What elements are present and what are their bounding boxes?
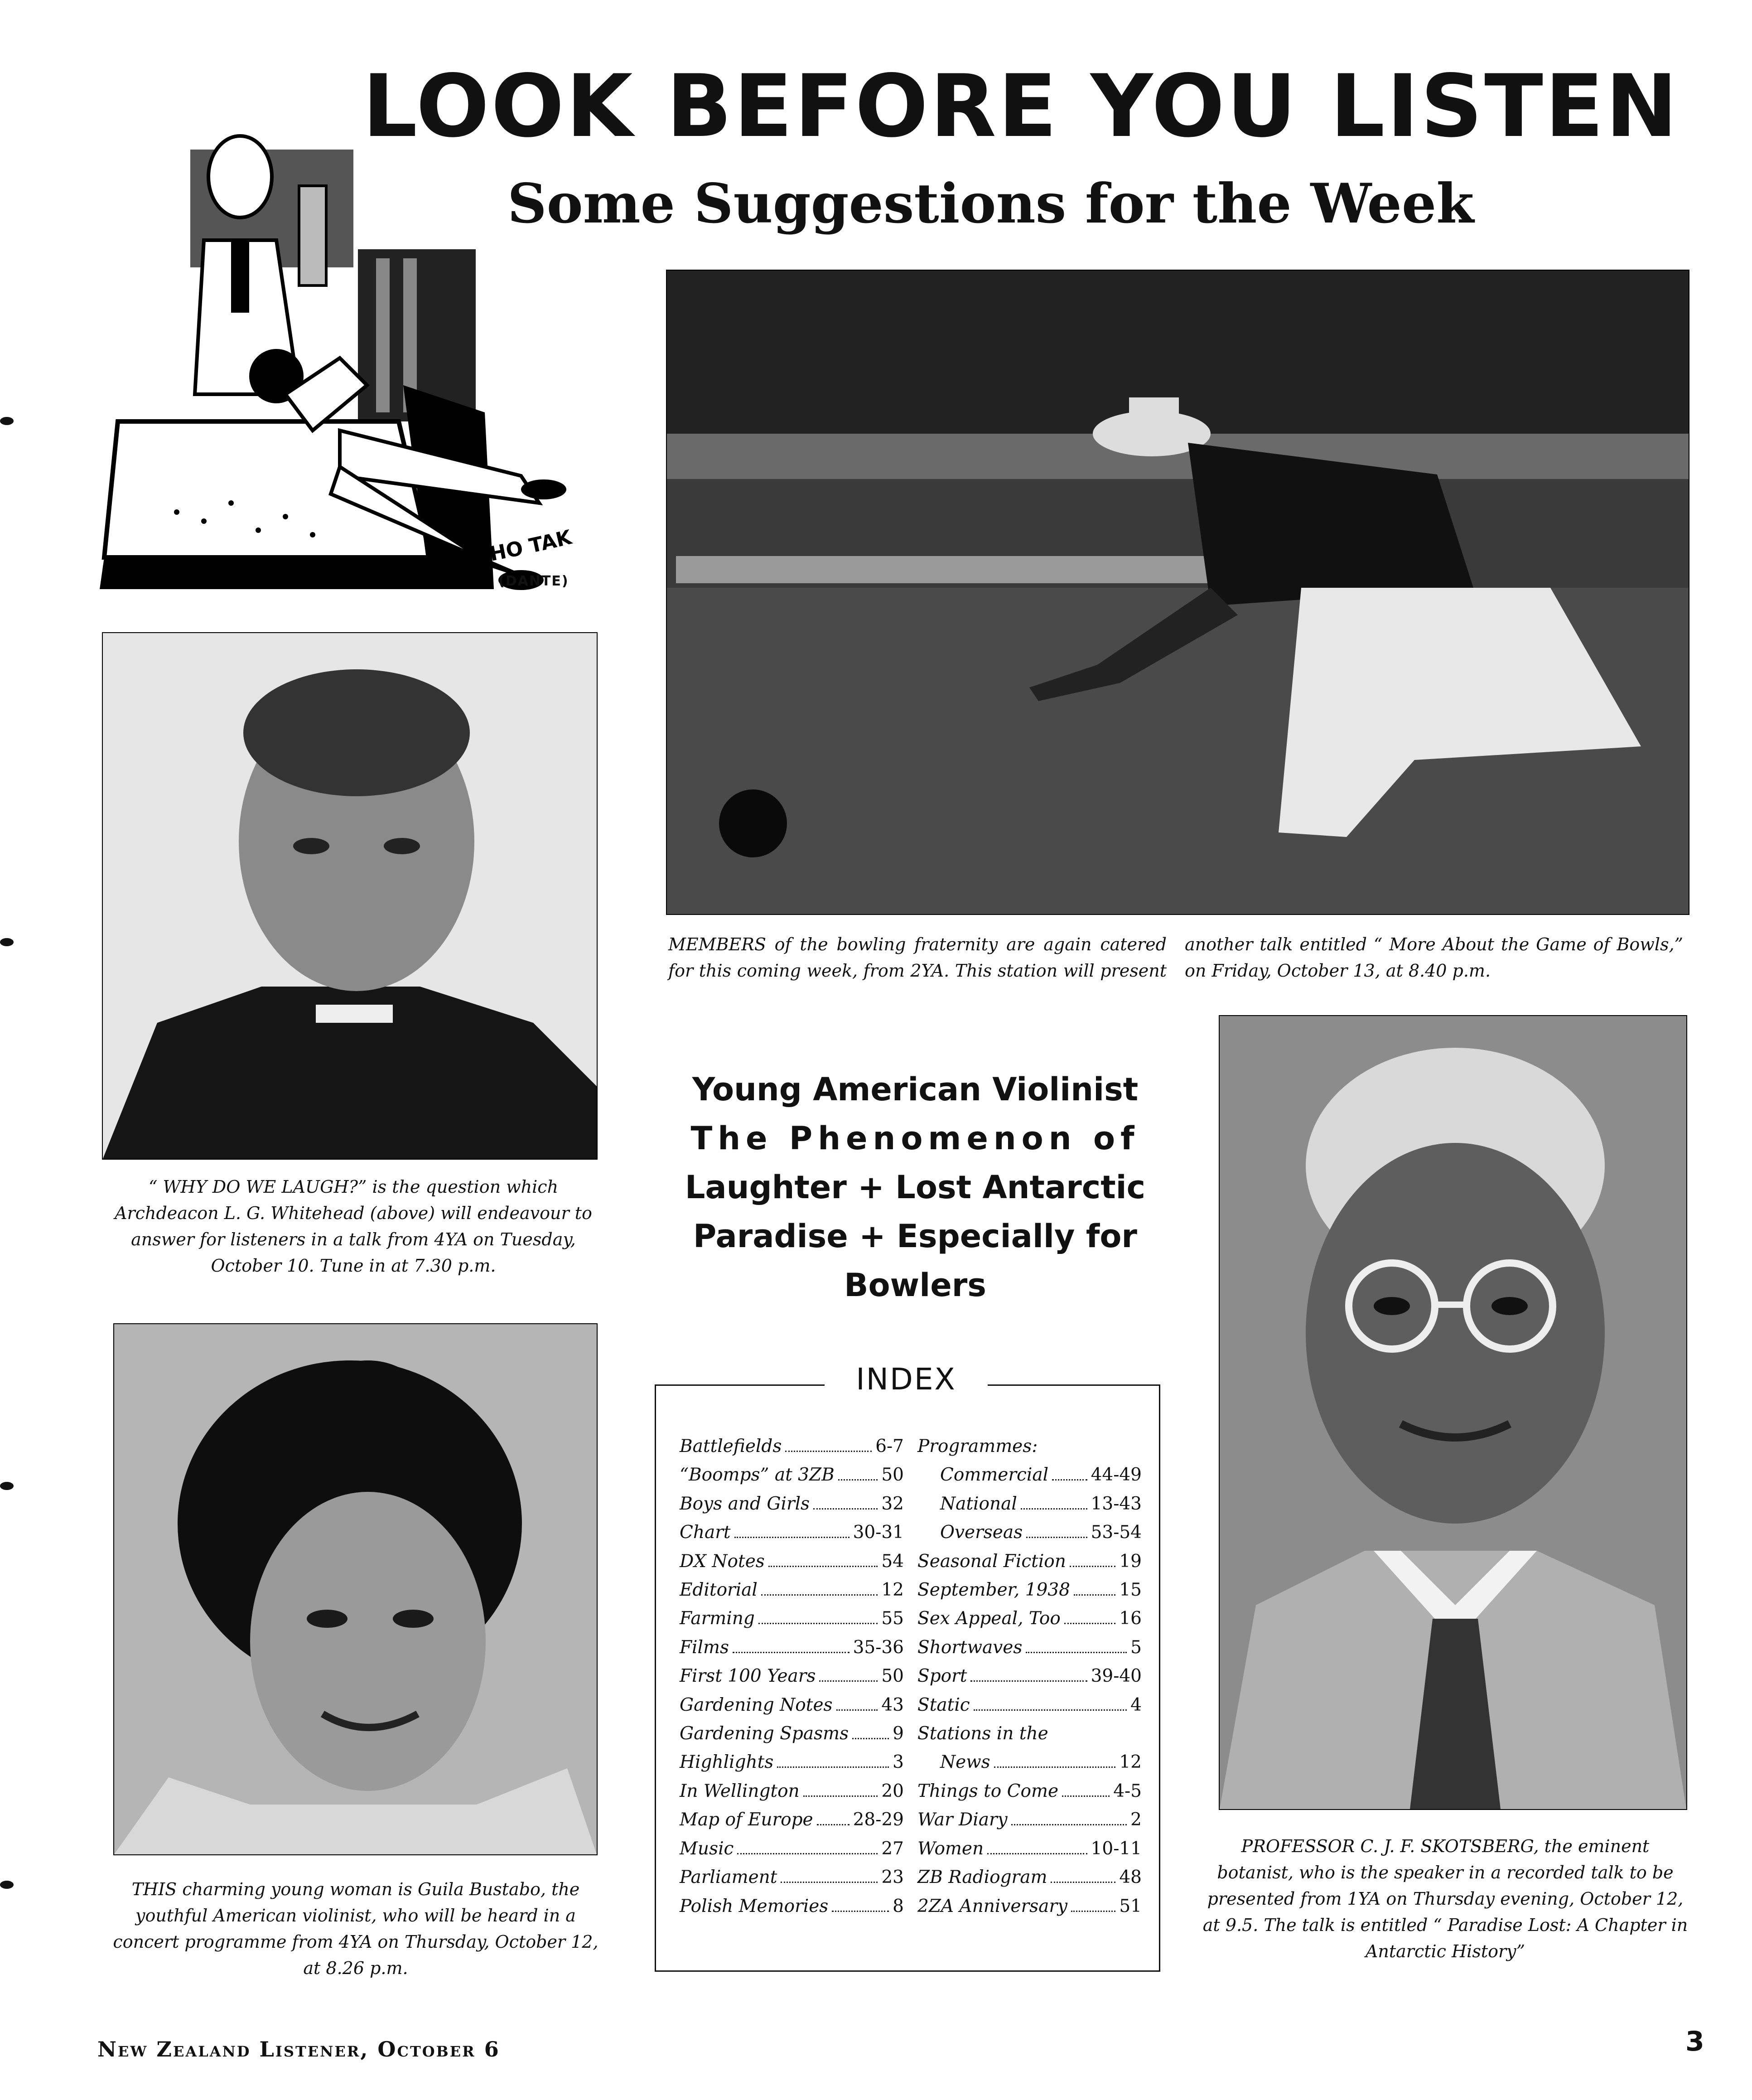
violinist-photo (113, 1323, 598, 1855)
index-entry: Overseas 53-54 (940, 1522, 1142, 1543)
index-entry: Women 10-11 (917, 1838, 1142, 1859)
index-entry: ZB Radiogram 48 (917, 1867, 1142, 1888)
index-entry: “Boomps” at 3ZB 50 (680, 1465, 904, 1485)
index-programmes-heading: Programmes: (917, 1436, 1038, 1456)
bowls-photo (666, 270, 1689, 915)
feature-line: Young American Violinist (692, 1071, 1139, 1108)
index-entry: Parliament 23 (680, 1867, 904, 1888)
cartoon-motto (91, 526, 589, 612)
edge-mark (0, 1881, 14, 1889)
index-entry: Chart 30-31 (680, 1522, 904, 1543)
index-entry: In Wellington 20 (680, 1781, 904, 1801)
edge-mark (0, 938, 14, 946)
index-entry: Sex Appeal, Too 16 (917, 1608, 1142, 1629)
index-entry: Map of Europe 28-29 (680, 1810, 904, 1830)
index-right-column (917, 1432, 1142, 1921)
index-entry: Battlefields 6-7 (680, 1436, 904, 1456)
index-entry: National 13-43 (940, 1493, 1142, 1514)
archdeacon-caption: “ WHY DO WE LAUGH?” is the question which Archdeacon L. G. Whitehead (above) will endeavour to answer for listeners in a talk from 4YA on Tuesday, October 10. Tune in at 7.30 p.m. (115, 1177, 592, 1276)
index-entry: Seasonal Fiction 19 (917, 1551, 1142, 1572)
page-number: 3 (1685, 2026, 1704, 2057)
index-entry: Farming 55 (680, 1608, 904, 1629)
footer-publication: New Zealand Listener, October 6 (97, 2037, 500, 2061)
feature-line: Bowlers (844, 1267, 986, 1304)
index-entry: Sport 39-40 (917, 1666, 1142, 1687)
index-left-column (680, 1432, 904, 1921)
index-entry: Highlights 3 (680, 1752, 904, 1773)
archdeacon-photo (102, 632, 598, 1160)
edge-mark (0, 417, 14, 425)
professor-photo (1219, 1015, 1687, 1810)
index-entry: Music 27 (680, 1838, 904, 1859)
index-entry: First 100 Years 50 (680, 1666, 904, 1687)
index-title: INDEX (825, 1362, 988, 1397)
feature-line: Laughter + Lost Antarctic (685, 1169, 1146, 1206)
motto-attribution: (DANTE) (498, 573, 569, 589)
professor-caption: PROFESSOR C. J. F. SKOTSBERG, the eminent botanist, who is the speaker in a recorded talk to be presented from 1YA on Thursday evening, October 12, at 9.5. The talk is entitled “ Paradise Lost: A Chapter in Antarctic History” (1202, 1836, 1688, 1961)
index-entry: Editorial 12 (680, 1580, 904, 1601)
page-title: LOOK BEFORE YOU LISTEN (362, 56, 1680, 156)
index-entry: DX Notes 54 (680, 1551, 904, 1572)
index-stations-heading: Stations in the (917, 1723, 1048, 1744)
index-entry: News 12 (940, 1752, 1142, 1773)
index-entry: Things to Come 4-5 (917, 1781, 1142, 1801)
feature-line: The Phenomenon of (690, 1120, 1140, 1157)
index-columns (680, 1432, 1142, 1921)
feature-line: Paradise + Especially for (693, 1218, 1137, 1255)
index-entry: Static 4 (917, 1694, 1142, 1715)
index-entry: Films 35-36 (680, 1637, 904, 1658)
index-entry: Polish Memories 8 (680, 1896, 904, 1916)
feature-headline (671, 1065, 1160, 1310)
page-subtitle: Some Suggestions for the Week (507, 172, 1474, 236)
bowls-caption: MEMBERS of the bowling fraternity are again catered for this coming week, from 2YA. This station will present another talk entitled “ More About the Game of Bowls,” on Friday, October 13, at 8.40 p.m. (668, 934, 1683, 981)
edge-mark (0, 1482, 14, 1490)
violinist-caption: THIS charming young woman is Guila Bustabo, the youthful American violinist, who will be heard in a concert programme from 4YA on Thursday, October 12, at 8.26 p.m. (113, 1879, 598, 1978)
index-entry: Commercial 44-49 (940, 1465, 1142, 1485)
motto-text: "HE LISTENS TO GOOD PURPOSE WHO TAK (99, 526, 574, 591)
index-entry: Gardening Spasms 9 (680, 1723, 904, 1744)
index-entry: Shortwaves 5 (917, 1637, 1142, 1658)
index-entry: 2ZA Anniversary 51 (917, 1896, 1142, 1916)
index-entry: September, 1938 15 (917, 1580, 1142, 1601)
index-entry: Boys and Girls 32 (680, 1493, 904, 1514)
index-entry: War Diary 2 (917, 1810, 1142, 1830)
index-entry: Gardening Notes 43 (680, 1694, 904, 1715)
